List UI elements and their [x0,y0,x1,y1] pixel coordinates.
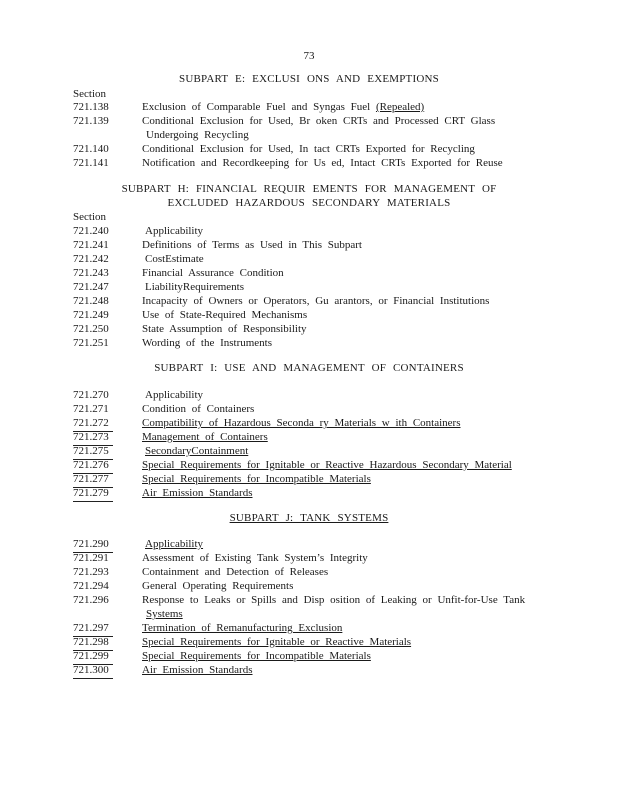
section-title: Exclusion of Comparable Fuel and Syngas Fuel (Repealed) [142,101,425,113]
section-title: Wording of the Instruments [142,337,273,349]
subpart-e-heading: SUBPART E: EXCLUSI ONS AND EXEMPTIONS [179,73,439,85]
repealed-tag: (Repealed) [375,101,425,113]
section-title: Incapacity of Owners or Operators, Gu arantors, or Financial Institutions [142,295,490,307]
section-number: 721.277 [73,473,113,488]
section-title: Compatibility of Hazardous Seconda ry Materials w ith Containers [142,417,461,429]
section-title: Condition of Containers [142,403,255,415]
section-number: 721.290 [73,538,113,553]
section-number: 721.298 [73,636,113,651]
section-label: Section [73,88,106,100]
subpart-j-heading-text: SUBPART J: TANK SYSTEMS [229,512,389,524]
subpart-j-heading [0,512,618,526]
section-title: Assessment of Existing Tank System’s Integrity [142,552,368,564]
section-number: 721.138 [73,101,109,113]
subpart-h-heading: SUBPART H: FINANCIAL REQUIR EMENTS FOR MANAGEMENT OF [121,183,497,195]
section-number: 721.276 [73,459,113,474]
section-title: Termination of Remanufacturing Exclusion [142,622,343,634]
subpart-i-heading: SUBPART I: USE AND MANAGEMENT OF CONTAINERS [154,362,464,374]
subpart-h-heading-line2: EXCLUDED HAZARDOUS SECONDARY MATERIALS [167,197,451,209]
section-title-continuation: Undergoing Recycling [146,129,249,141]
section-number: 721.272 [73,417,113,432]
section-title: Applicability [145,225,204,237]
section-number: 721.294 [73,580,109,592]
section-title: Definitions of Terms as Used in This Subpart [142,239,362,251]
section-title: Conditional Exclusion for Used, In tact CRTs Exported for Recycling [142,143,475,155]
section-title: Special Requirements for Ignitable or Reactive Materials [142,636,412,648]
section-label: Section [73,211,106,223]
section-title-continuation: Systems [146,608,183,620]
section-number: 721.240 [73,225,109,237]
section-title: Special Requirements for Ignitable or Reactive Hazardous Secondary Material [142,459,512,471]
section-title: Applicability [145,389,204,401]
section-number: 721.140 [73,143,109,155]
section-title: Applicability [145,538,204,550]
section-number: 721.299 [73,650,113,665]
section-title: Special Requirements for Incompatible Materials [142,473,371,485]
section-number: 721.296 [73,594,109,606]
section-title: CostEstimate [145,253,204,265]
section-number: 721.273 [73,431,113,446]
section-number: 721.291 [73,552,109,564]
section-title: Containment and Detection of Releases [142,566,329,578]
section-number: 721.293 [73,566,109,578]
section-number: 721.270 [73,389,109,401]
section-title: SecondaryContainment [145,445,249,457]
section-title: Special Requirements for Incompatible Materials [142,650,371,662]
section-title: Financial Assurance Condition [142,267,284,279]
section-title: Use of State-Required Mechanisms [142,309,308,321]
section-title: General Operating Requirements [142,580,294,592]
section-number: 721.275 [73,445,113,460]
section-title: Notification and Recordkeeping for Us ed, Intact CRTs Exported for Reuse [142,157,503,169]
page-number: 73 [303,50,315,62]
section-number: 721.249 [73,309,109,321]
section-number: 721.241 [73,239,109,251]
section-title: Air Emission Standards [142,487,253,499]
section-number: 721.243 [73,267,109,279]
section-number: 721.251 [73,337,109,349]
section-number: 721.300 [73,664,113,679]
section-title: LiabilityRequirements [145,281,244,293]
section-number: 721.250 [73,323,109,335]
section-title: State Assumption of Responsibility [142,323,307,335]
section-title: Response to Leaks or Spills and Disp osition of Leaking or Unfit-for-Use Tank [142,594,526,606]
section-title: Management of Containers [142,431,268,443]
section-number: 721.297 [73,622,113,637]
section-title: Conditional Exclusion for Used, Br oken CRTs and Processed CRT Glass [142,115,496,127]
section-number: 721.242 [73,253,109,265]
section-number: 721.279 [73,487,113,502]
section-number: 721.248 [73,295,109,307]
section-number: 721.141 [73,157,109,169]
section-number: 721.247 [73,281,109,293]
section-number: 721.271 [73,403,109,415]
section-number: 721.139 [73,115,109,127]
section-title: Air Emission Standards [142,664,253,676]
